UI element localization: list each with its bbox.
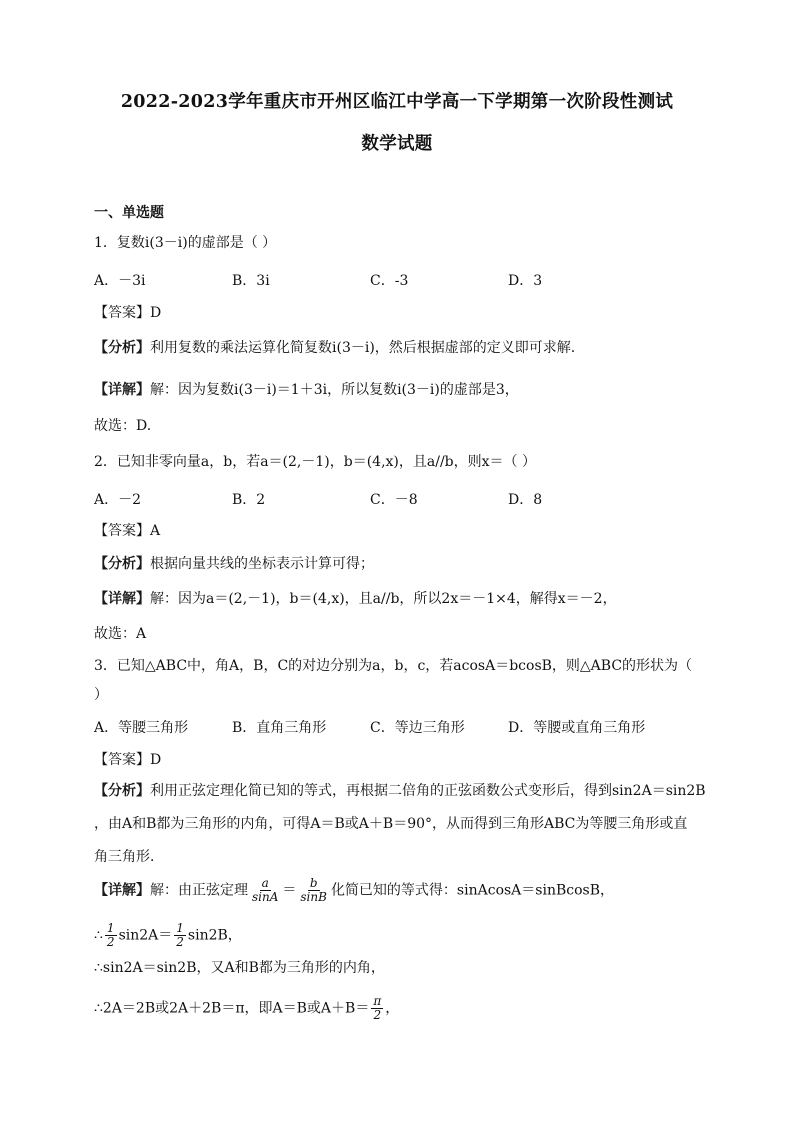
analysis-tag: 【分析】	[94, 556, 150, 572]
q1-option-d: D．3	[508, 273, 543, 289]
q2-answer: 【答案】A	[94, 523, 161, 539]
fraction-b-over-sinB	[298, 877, 329, 904]
detail-tag: 【详解】	[94, 591, 150, 607]
q3-analysis-line1: 利用正弦定理化简已知的等式，再根据二倍角的正弦函数公式变形后，得到sin2A＝sin2B	[150, 783, 706, 799]
q1-analysis	[94, 338, 734, 358]
fraction-half	[105, 922, 117, 949]
fraction-numerator: 1	[176, 921, 184, 935]
q3-detail-prefix: 解：由正弦定理	[150, 882, 248, 899]
fraction-denominator: sinB	[300, 890, 327, 904]
fraction-denominator: 2	[106, 935, 115, 949]
q1-stem: 1．复数i(3－i)的虚部是（ ）	[94, 235, 277, 251]
section-heading: 一、单选题	[94, 205, 164, 221]
q3-stem-cont: ）	[94, 687, 108, 703]
q3-stem: 3．已知△ABC中，角A，B，C的对边分别为a，b，c，若acosA＝bcosB，则△ABC的形状为（	[94, 658, 693, 674]
analysis-tag: 【分析】	[94, 783, 150, 799]
q2-detail-text: 解：因为a＝(2,－1)，b＝(4,x)，且a//b，所以2x＝－1×4，解得x＝－2，	[150, 591, 617, 607]
q3-step2: ∴sin2A＝sin2B，又A和B都为三角形的内角，	[94, 960, 385, 976]
q2-stem: 2．已知非零向量a，b，若a＝(2,－1)，b＝(4,x)，且a//b，则x＝（ ）	[94, 454, 536, 470]
q1-detail	[94, 380, 734, 400]
q3-detail	[94, 877, 734, 904]
q3-analysis-line2: ，由A和B都为三角形的内角，可得A＝B或A＋B＝90°，从而得到三角形ABC为等腰三角形或直	[94, 816, 688, 832]
q3-detail-suffix: 化简已知的等式得：sinAcosA＝sinBcosB，	[330, 882, 614, 899]
fraction-numerator: a	[261, 876, 269, 890]
fraction-numerator: b	[309, 876, 318, 890]
q2-analysis	[94, 554, 734, 574]
q1-choose: 故选：D.	[94, 418, 152, 434]
q1-detail-text: 解：因为复数i(3－i)＝1＋3i，所以复数i(3－i)的虚部是3，	[150, 382, 519, 398]
q3-step3-suffix: ，	[385, 1000, 400, 1017]
document-subtitle: 数学试题	[361, 134, 433, 154]
q3-analysis-line3: 角三角形．	[94, 849, 164, 865]
equals-sign: ＝	[282, 882, 297, 899]
q2-option-c: C．－8	[370, 492, 418, 508]
q3-option-b: B．直角三角形	[232, 720, 327, 736]
q1-answer: 【答案】D	[94, 305, 162, 321]
fraction-denominator: 2	[176, 935, 184, 949]
fraction-denominator: 2	[373, 1008, 382, 1022]
fraction-denominator: sinA	[252, 890, 279, 904]
q2-option-a: A．－2	[94, 492, 142, 508]
fraction-a-over-sinA	[250, 877, 280, 904]
q3-step1-a: sin2A＝	[118, 927, 173, 944]
q3-option-c: C．等边三角形	[370, 720, 465, 736]
q2-detail	[94, 589, 734, 609]
therefore-symbol: ∴	[94, 927, 103, 944]
fraction-pi-over-2	[371, 995, 383, 1022]
analysis-tag: 【分析】	[94, 340, 150, 356]
q1-analysis-text: 利用复数的乘法运算化简复数i(3－i)，然后根据虚部的定义即可求解.	[150, 340, 576, 356]
q3-options	[94, 718, 734, 738]
q3-answer: 【答案】D	[94, 752, 162, 768]
q1-options	[94, 271, 734, 291]
fraction-half	[174, 922, 186, 949]
q1-option-b: B．3i	[232, 273, 270, 289]
q1-option-c: C．-3	[370, 273, 409, 289]
q2-choose: 故选：A	[94, 626, 147, 642]
q3-step3-prefix: ∴2A＝2B或2A＋2B＝π，即A＝B或A＋B＝	[94, 1000, 370, 1017]
q2-option-d: D．8	[508, 492, 543, 508]
q3-option-a: A．等腰三角形	[94, 720, 189, 736]
q3-step1	[94, 922, 734, 949]
q3-option-d: D．等腰或直角三角形	[508, 720, 646, 736]
q1-option-a: A．－3i	[94, 273, 146, 289]
q2-options	[94, 490, 734, 510]
q2-analysis-text: 根据向量共线的坐标表示计算可得；	[150, 556, 374, 572]
detail-tag: 【详解】	[94, 882, 150, 899]
q2-option-b: B．2	[232, 492, 266, 508]
q3-analysis	[94, 781, 734, 801]
fraction-numerator: 1	[106, 921, 115, 935]
q3-step3	[94, 995, 734, 1022]
document-title: 2022-2023学年重庆市开州区临江中学高一下学期第一次阶段性测试	[120, 92, 674, 112]
q3-step1-b: sin2B，	[187, 927, 242, 944]
fraction-numerator: π	[373, 994, 382, 1008]
detail-tag: 【详解】	[94, 382, 150, 398]
